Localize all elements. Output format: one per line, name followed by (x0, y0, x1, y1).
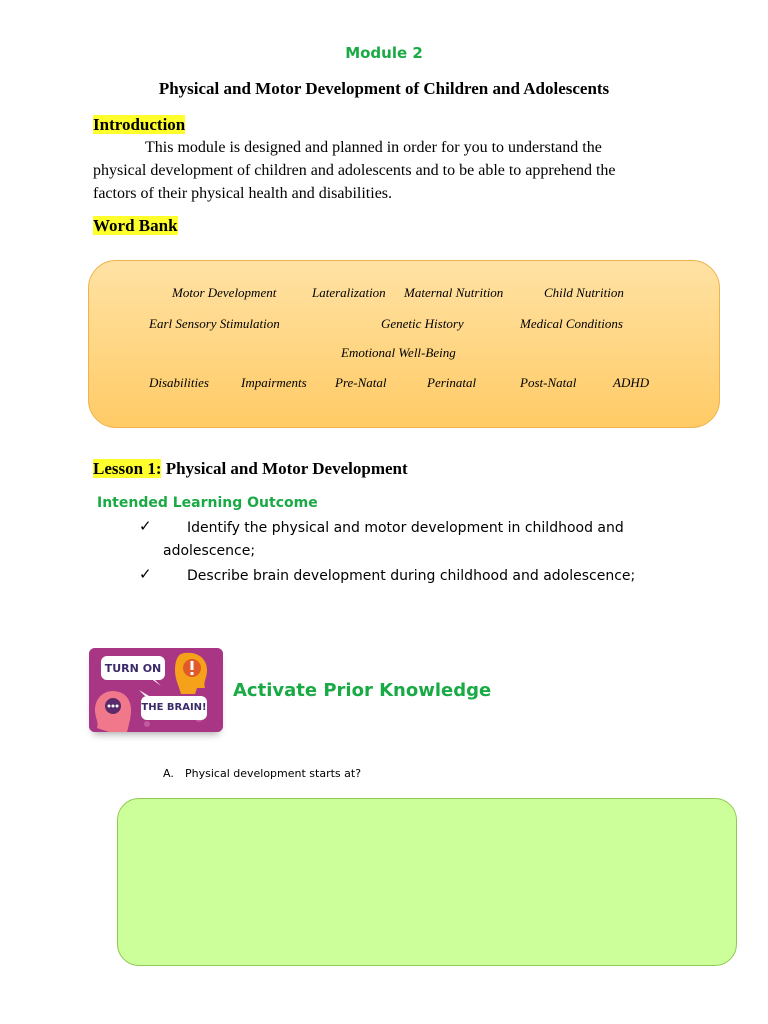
introduction-line-3: factors of their physical health and disabilities. (93, 185, 393, 202)
word-bank-term: Post-Natal (520, 375, 577, 390)
intended-learning-outcome-heading: Intended Learning Outcome (97, 495, 318, 511)
badge-text-turn-on: TURN ON (104, 662, 162, 675)
word-bank-heading-text: Word Bank (93, 216, 178, 235)
word-bank-term: Child Nutrition (544, 285, 624, 300)
introduction-line-1 (93, 136, 693, 159)
outcome-item-1-line-2: adolescence; (163, 543, 256, 559)
lesson-label: Lesson 1: (93, 459, 162, 478)
word-bank-term: Disabilities (149, 375, 209, 390)
question-text: Physical development starts at? (185, 767, 362, 780)
outcome-item-2: Describe brain development during childhood and adolescence; (187, 568, 636, 584)
introduction-heading-text: Introduction (93, 115, 186, 134)
word-bank-term: Lateralization (312, 285, 386, 300)
lesson-title: Physical and Motor Development (165, 459, 408, 478)
introduction-heading (93, 115, 185, 135)
turn-on-the-brain-badge (89, 648, 223, 732)
introduction-line-2: physical development of children and adolescents and to be able to apprehend the (93, 162, 616, 179)
word-bank-box (88, 260, 720, 428)
module-label: Module 2 (345, 44, 423, 62)
question-a (163, 767, 361, 780)
checkmark-icon: ✓ (139, 517, 152, 535)
word-bank-term: Genetic History (381, 316, 464, 331)
word-bank-term: Emotional Well-Being (341, 345, 456, 360)
checkmark-icon: ✓ (139, 565, 152, 583)
word-bank-term: Earl Sensory Stimulation (149, 316, 280, 331)
word-bank-term: Medical Conditions (520, 316, 623, 331)
word-bank-term: Maternal Nutrition (404, 285, 504, 300)
word-bank-term: ADHD (613, 375, 650, 390)
answer-box[interactable] (117, 798, 737, 966)
word-bank-term: Motor Development (172, 285, 277, 300)
badge-text-the-brain: THE BRAIN! (141, 702, 207, 713)
activate-prior-knowledge-heading: Activate Prior Knowledge (233, 680, 492, 701)
introduction-line-1-text: This module is designed and planned in order for you to understand the (145, 139, 602, 156)
word-bank-term: Pre-Natal (335, 375, 387, 390)
document-title: Physical and Motor Development of Children and Adolescents (158, 79, 610, 98)
outcome-item-1 (163, 517, 624, 563)
introduction-body (93, 136, 693, 205)
outcome-item-1-line-1: Identify the physical and motor development in childhood and (187, 520, 624, 536)
word-bank-heading (93, 216, 178, 236)
question-letter: A. (163, 767, 174, 780)
word-bank-term: Perinatal (427, 375, 477, 390)
word-bank-term: Impairments (241, 375, 307, 390)
brain-badge-icon (89, 648, 223, 732)
lesson-heading (93, 459, 408, 479)
